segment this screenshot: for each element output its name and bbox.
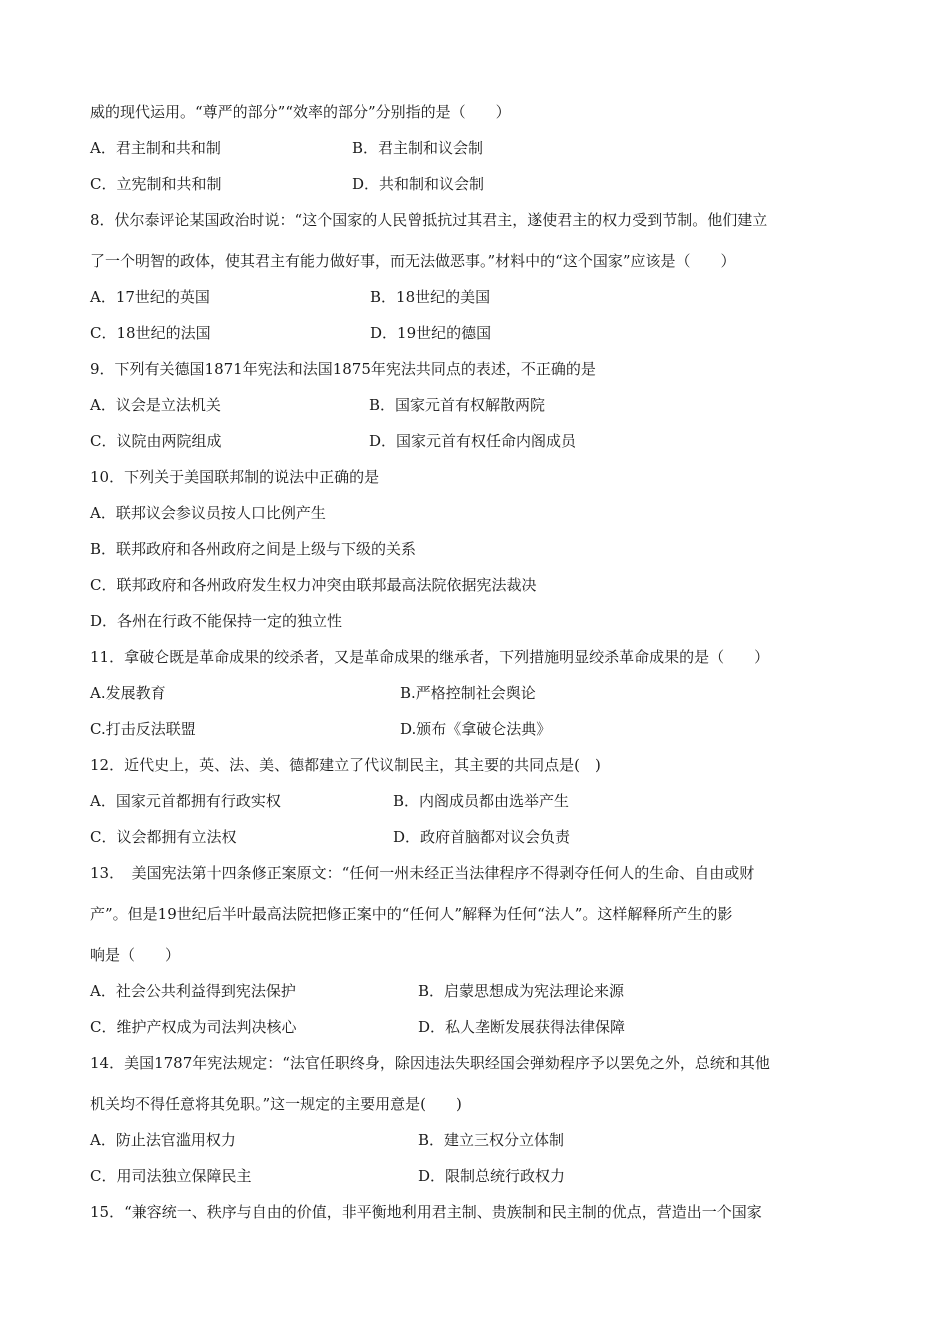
question-8-option-c: C．18世纪的法国 — [90, 324, 211, 342]
question-8-option-b: B．18世纪的美国 — [370, 288, 491, 306]
question-10-stem: 10．下列关于美国联邦制的说法中正确的是 — [90, 468, 380, 486]
question-14-stem-cont: 机关均不得任意将其免职。”这一规定的主要用意是( ) — [90, 1095, 462, 1113]
question-12-option-d: D．政府首脑都对议会负责 — [393, 828, 571, 846]
question-9-option-b: B．国家元首有权解散两院 — [369, 396, 546, 414]
question-8-option-d: D．19世纪的德国 — [370, 324, 492, 342]
question-11-option-c: C.打击反法联盟 — [90, 720, 196, 738]
question-11-option-b: B.严格控制社会舆论 — [400, 684, 536, 702]
question-12-option-a: A．国家元首都拥有行政实权 — [90, 792, 281, 810]
question-13-stem-cont: 产”。但是19世纪后半叶最高法院把修正案中的“任何人”解释为任何“法人”。这样解释所产生的影 — [90, 905, 733, 923]
question-14-option-d: D．限制总统行政权力 — [418, 1167, 566, 1185]
question-14-stem: 14．美国1787年宪法规定：“法官任职终身，除因违法失职经国会弹劾程序予以罢免之外，总统和其他 — [90, 1054, 770, 1072]
question-14-option-b: B．建立三权分立体制 — [418, 1131, 565, 1149]
question-9-option-d: D．国家元首有权任命内阁成员 — [369, 432, 577, 450]
question-11-option-a: A.发展教育 — [90, 684, 166, 702]
question-13-option-d: D．私人垄断发展获得法律保障 — [418, 1018, 626, 1036]
question-12-option-b: B．内阁成员都由选举产生 — [393, 792, 570, 810]
question-8-option-a: A．17世纪的英国 — [90, 288, 210, 306]
question-11-stem: 11．拿破仑既是革命成果的绞杀者，又是革命成果的继承者，下列措施明显绞杀革命成果的是（ ） — [90, 648, 770, 666]
question-12-option-c: C．议会都拥有立法权 — [90, 828, 237, 846]
question-14-option-a: A．防止法官滥用权力 — [90, 1131, 236, 1149]
question-10-option-b: B．联邦政府和各州政府之间是上级与下级的关系 — [90, 540, 417, 558]
question-7-option-c: C．立宪制和共和制 — [90, 175, 222, 193]
question-10-option-a: A．联邦议会参议员按人口比例产生 — [90, 504, 326, 522]
question-7-option-d: D．共和制和议会制 — [352, 175, 485, 193]
question-7-option-b: B．君主制和议会制 — [352, 139, 484, 157]
question-8-stem: 8．伏尔泰评论某国政治时说：“这个国家的人民曾抵抗过其君主，遂使君主的权力受到节制。他们建立 — [90, 211, 768, 229]
question-8-stem-cont: 了一个明智的政体，使其君主有能力做好事，而无法做恶事。”材料中的“这个国家”应该是（ ） — [90, 252, 736, 270]
question-13-option-b: B．启蒙思想成为宪法理论来源 — [418, 982, 625, 1000]
question-12-stem: 12．近代史上，英、法、美、德都建立了代议制民主，其主要的共同点是( ) — [90, 756, 601, 774]
question-9-option-c: C．议院由两院组成 — [90, 432, 222, 450]
question-7-stem-end: 威的现代运用。“尊严的部分”“效率的部分”分别指的是（ ） — [90, 103, 511, 121]
question-10-option-c: C．联邦政府和各州政府发生权力冲突由联邦最高法院依据宪法裁决 — [90, 576, 537, 594]
question-13-stem: 13． 美国宪法第十四条修正案原文：“任何一州未经正当法律程序不得剥夺任何人的生命、自由或财 — [90, 864, 755, 882]
question-9-stem: 9．下列有关德国1871年宪法和法国1875年宪法共同点的表述，不正确的是 — [90, 360, 596, 378]
question-13-option-a: A．社会公共利益得到宪法保护 — [90, 982, 296, 1000]
question-9-option-a: A．议会是立法机关 — [90, 396, 221, 414]
question-15-stem: 15．“兼容统一、秩序与自由的价值，非平衡地利用君主制、贵族制和民主制的优点，营造出一个国家 — [90, 1203, 762, 1221]
question-11-option-d: D.颁布《拿破仑法典》 — [400, 720, 552, 738]
question-10-option-d: D．各州在行政不能保持一定的独立性 — [90, 612, 343, 630]
question-13-option-c: C．维护产权成为司法判决核心 — [90, 1018, 297, 1036]
question-13-stem-end: 响是（ ） — [90, 946, 181, 964]
question-14-option-c: C．用司法独立保障民主 — [90, 1167, 252, 1185]
question-7-option-a: A．君主制和共和制 — [90, 139, 221, 157]
